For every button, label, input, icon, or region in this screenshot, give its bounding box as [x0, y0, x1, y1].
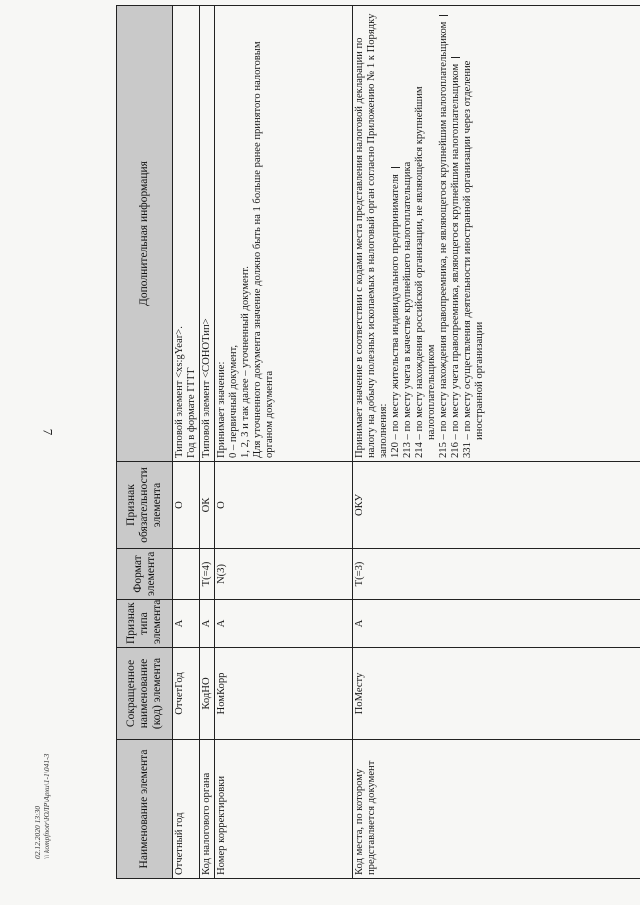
info-item-text: 213 – по месту учета в качестве крупнейшего налогоплательщика	[401, 161, 413, 458]
page-number: 7	[40, 428, 56, 436]
bar-mark	[451, 57, 460, 58]
footer-line: 02.12.2020 13:30	[33, 805, 42, 859]
cell-code: ПоМесту	[352, 648, 640, 740]
cell-name: Код налогового органа	[200, 740, 215, 879]
cell-format: T(=4)	[200, 549, 215, 600]
cell-code: КодНО	[200, 648, 215, 740]
header-type: Признак типа элемента	[117, 600, 173, 648]
table-row	[173, 6, 200, 879]
cell-format: T(=3)	[352, 549, 640, 600]
info-item	[402, 9, 414, 458]
info-item	[390, 9, 402, 458]
footer-line: \\ kompfnotr\ЮЛР\Apxu\1-1\041-3	[42, 753, 51, 859]
info-item-text: 215 – по месту нахождения правопреемника, не являющегося крупнейшим налогоплательщиком	[437, 21, 449, 458]
bar-mark	[391, 167, 400, 168]
table-row	[352, 6, 640, 879]
footer-stamp	[33, 739, 51, 859]
cell-info	[352, 6, 640, 462]
table-header-row	[117, 6, 173, 879]
info-line: 0 – первичный документ,	[228, 344, 239, 458]
info-item	[462, 9, 486, 458]
info-line: 1, 2, 3 и так далее – уточненный документ.	[240, 266, 251, 458]
info-item	[414, 9, 438, 458]
cell-type: А	[215, 600, 353, 648]
cell-required: О	[215, 462, 353, 549]
info-line: Типовой элемент <xs:gYear>.	[174, 326, 185, 458]
cell-info	[173, 6, 200, 462]
table-row	[200, 6, 215, 879]
info-item-text: 331 – по месту осуществления деятельности иностранной организации через отделение иностранной организации	[461, 60, 485, 458]
cell-code: ОтчетГод	[173, 648, 200, 740]
cell-required: ОКУ	[352, 462, 640, 549]
elements-table	[116, 5, 640, 879]
cell-type: А	[200, 600, 215, 648]
info-item	[438, 9, 450, 458]
header-format: Формат элемента	[117, 549, 173, 600]
cell-name: Номер корректировки	[215, 740, 353, 879]
cell-type: А	[352, 600, 640, 648]
rotated-table-container	[116, 6, 640, 879]
cell-info	[200, 6, 215, 462]
info-item-text: 216 – по месту учета правопреемника, являющегося крупнейшим налогоплательщиком	[449, 63, 461, 458]
info-line: Принимает значение:	[216, 361, 227, 458]
info-item	[450, 9, 462, 458]
cell-format: N(3)	[215, 549, 353, 600]
header-code: Сокращенное наименование (код) элемента	[117, 648, 173, 740]
cell-name: Отчетный год	[173, 740, 200, 879]
cell-type: А	[173, 600, 200, 648]
header-required: Признак обязательности элемента	[117, 462, 173, 549]
header-name: Наименование элемента	[117, 740, 173, 879]
info-line: Для уточненного документа значение должно быть на 1 больше ранее принятого налоговым органом документа	[252, 41, 275, 458]
table-row	[215, 6, 353, 879]
info-item-text: 214 – по месту нахождения российской организации, не являющейся крупнейшим налогоплательщиком	[413, 86, 437, 458]
cell-info	[215, 6, 353, 462]
header-info: Дополнительная информация	[117, 6, 173, 462]
info-intro: Принимает значение в соответствии с кодами места представления налоговой декларации по налогу на добычу полезных ископаемых в налоговый орган согласно Приложению № 1 к Порядку заполнения:	[353, 13, 389, 458]
cell-name: Код места, по которому представляется документ	[352, 740, 640, 879]
bar-mark	[439, 15, 448, 16]
info-line: Год в формате ГГГГ	[186, 367, 197, 458]
cell-code: НомКорр	[215, 648, 353, 740]
info-line: Типовой элемент <СОНОТип>	[201, 318, 212, 458]
info-item-text: 120 – по месту жительства индивидуального предпринимателя	[389, 174, 401, 458]
cell-format	[173, 549, 200, 600]
cell-required: ОК	[200, 462, 215, 549]
cell-required: О	[173, 462, 200, 549]
